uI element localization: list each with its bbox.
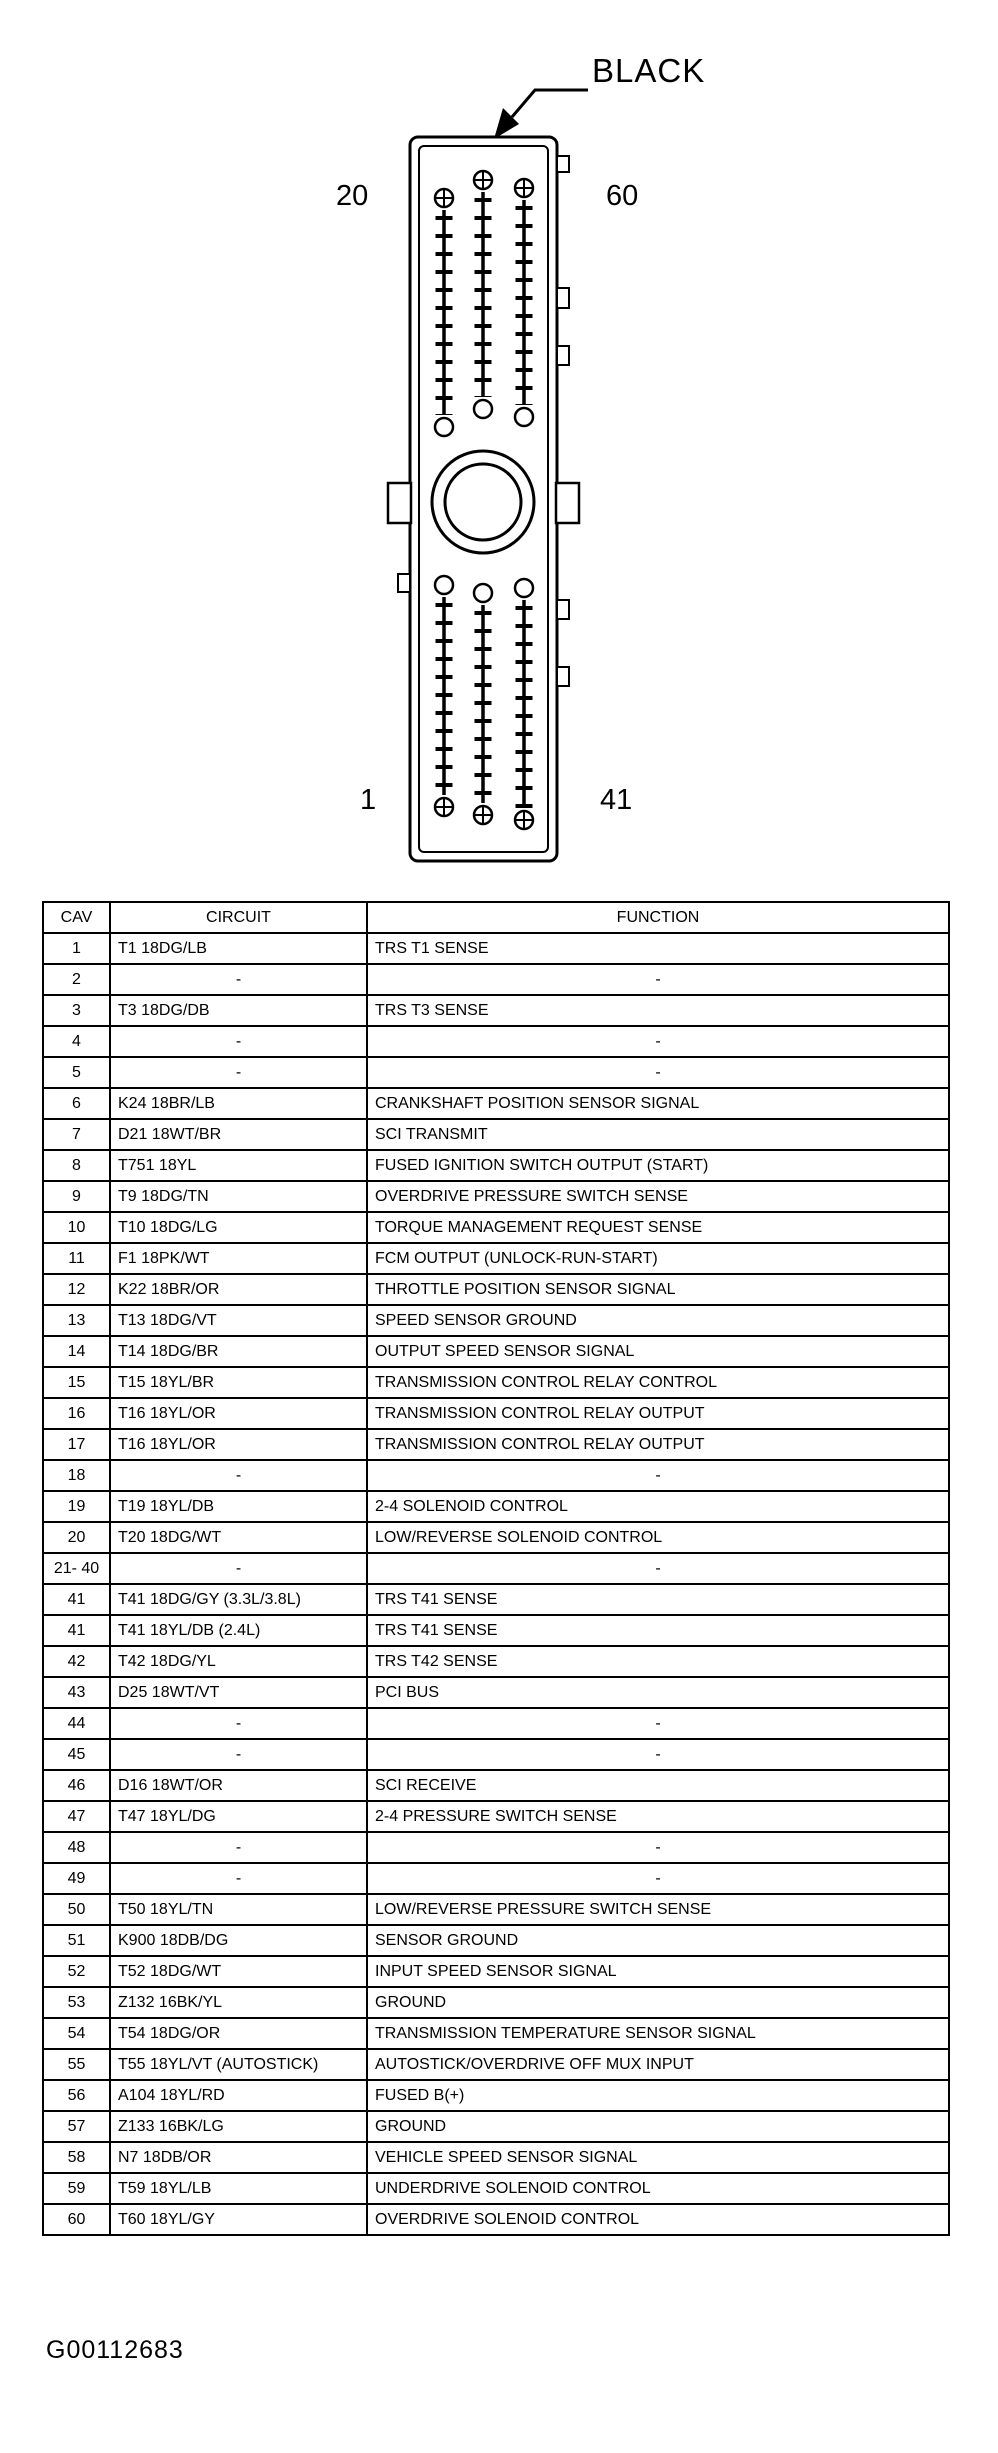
cell-function: - bbox=[367, 1739, 949, 1770]
cell-circuit: T60 18YL/GY bbox=[110, 2204, 367, 2235]
pinout-table bbox=[42, 901, 950, 2236]
cell-function: PCI BUS bbox=[367, 1677, 949, 1708]
table-row bbox=[43, 1956, 949, 1987]
cell-cav: 2 bbox=[43, 964, 110, 995]
cell-cav: 1 bbox=[43, 933, 110, 964]
table-row bbox=[43, 1243, 949, 1274]
cell-function: - bbox=[367, 1553, 949, 1584]
cell-circuit: D21 18WT/BR bbox=[110, 1119, 367, 1150]
cell-circuit: - bbox=[110, 1832, 367, 1863]
cell-cav: 49 bbox=[43, 1863, 110, 1894]
table-row bbox=[43, 1491, 949, 1522]
cell-function: FUSED B(+) bbox=[367, 2080, 949, 2111]
cell-function: INPUT SPEED SENSOR SIGNAL bbox=[367, 1956, 949, 1987]
table-row bbox=[43, 1925, 949, 1956]
table-row bbox=[43, 1522, 949, 1553]
cell-circuit: A104 18YL/RD bbox=[110, 2080, 367, 2111]
cell-circuit: - bbox=[110, 964, 367, 995]
cell-cav: 59 bbox=[43, 2173, 110, 2204]
cell-function: GROUND bbox=[367, 1987, 949, 2018]
header-function: FUNCTION bbox=[367, 902, 949, 933]
cell-circuit: - bbox=[110, 1863, 367, 1894]
cell-function: TRANSMISSION CONTROL RELAY OUTPUT bbox=[367, 1429, 949, 1460]
cell-circuit: T55 18YL/VT (AUTOSTICK) bbox=[110, 2049, 367, 2080]
cell-circuit: F1 18PK/WT bbox=[110, 1243, 367, 1274]
cell-function: - bbox=[367, 1026, 949, 1057]
table-row bbox=[43, 1708, 949, 1739]
cell-function: OVERDRIVE PRESSURE SWITCH SENSE bbox=[367, 1181, 949, 1212]
cell-function: - bbox=[367, 1708, 949, 1739]
cell-cav: 19 bbox=[43, 1491, 110, 1522]
cell-cav: 45 bbox=[43, 1739, 110, 1770]
table-row bbox=[43, 964, 949, 995]
cell-function: LOW/REVERSE SOLENOID CONTROL bbox=[367, 1522, 949, 1553]
cell-function: TRS T41 SENSE bbox=[367, 1615, 949, 1646]
cell-circuit: T41 18DG/GY (3.3L/3.8L) bbox=[110, 1584, 367, 1615]
cell-function: - bbox=[367, 1832, 949, 1863]
cell-function: SCI RECEIVE bbox=[367, 1770, 949, 1801]
table-header-row bbox=[43, 902, 949, 933]
figure-id: G00112683 bbox=[46, 2336, 184, 2364]
cell-circuit: K900 18DB/DG bbox=[110, 1925, 367, 1956]
table-row bbox=[43, 1677, 949, 1708]
table-row bbox=[43, 1429, 949, 1460]
table-row bbox=[43, 2049, 949, 2080]
cell-cav: 20 bbox=[43, 1522, 110, 1553]
table-row bbox=[43, 995, 949, 1026]
cell-function: LOW/REVERSE PRESSURE SWITCH SENSE bbox=[367, 1894, 949, 1925]
cell-circuit: K24 18BR/LB bbox=[110, 1088, 367, 1119]
cell-function: OVERDRIVE SOLENOID CONTROL bbox=[367, 2204, 949, 2235]
cell-cav: 56 bbox=[43, 2080, 110, 2111]
connector-diagram bbox=[330, 40, 650, 870]
table-row bbox=[43, 1305, 949, 1336]
cell-function: SPEED SENSOR GROUND bbox=[367, 1305, 949, 1336]
connector-figure bbox=[0, 0, 998, 890]
table-row bbox=[43, 1553, 949, 1584]
cell-cav: 12 bbox=[43, 1274, 110, 1305]
cell-circuit: T1 18DG/LB bbox=[110, 933, 367, 964]
cell-circuit: - bbox=[110, 1739, 367, 1770]
table-row bbox=[43, 2111, 949, 2142]
cell-function: CRANKSHAFT POSITION SENSOR SIGNAL bbox=[367, 1088, 949, 1119]
cell-function: TRS T41 SENSE bbox=[367, 1584, 949, 1615]
cell-cav: 55 bbox=[43, 2049, 110, 2080]
cell-function: VEHICLE SPEED SENSOR SIGNAL bbox=[367, 2142, 949, 2173]
cell-cav: 10 bbox=[43, 1212, 110, 1243]
cell-function: UNDERDRIVE SOLENOID CONTROL bbox=[367, 2173, 949, 2204]
cell-function: TORQUE MANAGEMENT REQUEST SENSE bbox=[367, 1212, 949, 1243]
cell-circuit: Z132 16BK/YL bbox=[110, 1987, 367, 2018]
cell-cav: 44 bbox=[43, 1708, 110, 1739]
cell-function: TRS T3 SENSE bbox=[367, 995, 949, 1026]
cell-circuit: - bbox=[110, 1708, 367, 1739]
cell-circuit: T59 18YL/LB bbox=[110, 2173, 367, 2204]
cell-circuit: T19 18YL/DB bbox=[110, 1491, 367, 1522]
table-row bbox=[43, 1088, 949, 1119]
cell-circuit: - bbox=[110, 1553, 367, 1584]
cell-circuit: D16 18WT/OR bbox=[110, 1770, 367, 1801]
cell-circuit: T10 18DG/LG bbox=[110, 1212, 367, 1243]
cell-circuit: T50 18YL/TN bbox=[110, 1894, 367, 1925]
cell-circuit: T14 18DG/BR bbox=[110, 1336, 367, 1367]
table-row bbox=[43, 1863, 949, 1894]
table-row bbox=[43, 2204, 949, 2235]
cell-function: TRANSMISSION CONTROL RELAY CONTROL bbox=[367, 1367, 949, 1398]
cell-circuit: T52 18DG/WT bbox=[110, 1956, 367, 1987]
cell-cav: 4 bbox=[43, 1026, 110, 1057]
cell-function: FUSED IGNITION SWITCH OUTPUT (START) bbox=[367, 1150, 949, 1181]
cell-function: - bbox=[367, 1057, 949, 1088]
cell-cav: 7 bbox=[43, 1119, 110, 1150]
cell-cav: 18 bbox=[43, 1460, 110, 1491]
cell-function: 2-4 SOLENOID CONTROL bbox=[367, 1491, 949, 1522]
cell-circuit: D25 18WT/VT bbox=[110, 1677, 367, 1708]
table-row bbox=[43, 1057, 949, 1088]
table-row bbox=[43, 2080, 949, 2111]
table-row bbox=[43, 1119, 949, 1150]
cell-cav: 15 bbox=[43, 1367, 110, 1398]
table-row bbox=[43, 1770, 949, 1801]
cell-cav: 60 bbox=[43, 2204, 110, 2235]
cell-cav: 41 bbox=[43, 1584, 110, 1615]
cell-cav: 43 bbox=[43, 1677, 110, 1708]
cell-circuit: - bbox=[110, 1460, 367, 1491]
cell-circuit: T41 18YL/DB (2.4L) bbox=[110, 1615, 367, 1646]
table-row bbox=[43, 1181, 949, 1212]
cell-circuit: T13 18DG/VT bbox=[110, 1305, 367, 1336]
table-row bbox=[43, 1212, 949, 1243]
cell-cav: 21- 40 bbox=[43, 1553, 110, 1584]
cell-cav: 53 bbox=[43, 1987, 110, 2018]
cell-cav: 13 bbox=[43, 1305, 110, 1336]
cell-cav: 46 bbox=[43, 1770, 110, 1801]
cell-circuit: T15 18YL/BR bbox=[110, 1367, 367, 1398]
cell-cav: 9 bbox=[43, 1181, 110, 1212]
pin-number-top-right: 60 bbox=[606, 180, 639, 212]
table-row bbox=[43, 1460, 949, 1491]
cell-function: AUTOSTICK/OVERDRIVE OFF MUX INPUT bbox=[367, 2049, 949, 2080]
header-cav: CAV bbox=[43, 902, 110, 933]
pin-number-bottom-right: 41 bbox=[600, 784, 633, 816]
cell-circuit: T751 18YL bbox=[110, 1150, 367, 1181]
cell-cav: 8 bbox=[43, 1150, 110, 1181]
table-row bbox=[43, 1367, 949, 1398]
cell-function: THROTTLE POSITION SENSOR SIGNAL bbox=[367, 1274, 949, 1305]
table-row bbox=[43, 2018, 949, 2049]
pin-number-top-left: 20 bbox=[336, 180, 369, 212]
table-row bbox=[43, 933, 949, 964]
center-hole bbox=[432, 451, 534, 553]
cell-circuit: K22 18BR/OR bbox=[110, 1274, 367, 1305]
cell-cav: 3 bbox=[43, 995, 110, 1026]
cell-circuit: - bbox=[110, 1057, 367, 1088]
cell-cav: 5 bbox=[43, 1057, 110, 1088]
table-row bbox=[43, 1832, 949, 1863]
cell-circuit: T54 18DG/OR bbox=[110, 2018, 367, 2049]
table-row bbox=[43, 1615, 949, 1646]
table-row bbox=[43, 1739, 949, 1770]
cell-function: TRS T1 SENSE bbox=[367, 933, 949, 964]
table-row bbox=[43, 1584, 949, 1615]
cell-circuit: Z133 16BK/LG bbox=[110, 2111, 367, 2142]
cell-function: TRS T42 SENSE bbox=[367, 1646, 949, 1677]
cell-cav: 48 bbox=[43, 1832, 110, 1863]
cell-function: TRANSMISSION TEMPERATURE SENSOR SIGNAL bbox=[367, 2018, 949, 2049]
cell-circuit: N7 18DB/OR bbox=[110, 2142, 367, 2173]
cell-cav: 41 bbox=[43, 1615, 110, 1646]
table-row bbox=[43, 1336, 949, 1367]
cell-function: - bbox=[367, 1863, 949, 1894]
cell-circuit: T47 18YL/DG bbox=[110, 1801, 367, 1832]
connector-color-label: BLACK bbox=[592, 52, 706, 89]
cell-circuit: T16 18YL/OR bbox=[110, 1429, 367, 1460]
cell-cav: 47 bbox=[43, 1801, 110, 1832]
table-row bbox=[43, 1398, 949, 1429]
cell-circuit: - bbox=[110, 1026, 367, 1057]
cell-cav: 50 bbox=[43, 1894, 110, 1925]
cell-cav: 42 bbox=[43, 1646, 110, 1677]
table-row bbox=[43, 1801, 949, 1832]
table-row bbox=[43, 1150, 949, 1181]
table-row bbox=[43, 1894, 949, 1925]
cell-cav: 6 bbox=[43, 1088, 110, 1119]
cell-function: OUTPUT SPEED SENSOR SIGNAL bbox=[367, 1336, 949, 1367]
cell-function: - bbox=[367, 964, 949, 995]
cell-function: SENSOR GROUND bbox=[367, 1925, 949, 1956]
table-row bbox=[43, 2142, 949, 2173]
cell-circuit: T20 18DG/WT bbox=[110, 1522, 367, 1553]
cell-function: - bbox=[367, 1460, 949, 1491]
table-row bbox=[43, 1274, 949, 1305]
cell-cav: 11 bbox=[43, 1243, 110, 1274]
cell-cav: 52 bbox=[43, 1956, 110, 1987]
cell-function: GROUND bbox=[367, 2111, 949, 2142]
cell-circuit: T42 18DG/YL bbox=[110, 1646, 367, 1677]
cell-cav: 54 bbox=[43, 2018, 110, 2049]
pin-number-bottom-left: 1 bbox=[360, 784, 377, 816]
cell-circuit: T3 18DG/DB bbox=[110, 995, 367, 1026]
cell-cav: 58 bbox=[43, 2142, 110, 2173]
cell-circuit: T9 18DG/TN bbox=[110, 1181, 367, 1212]
cell-cav: 16 bbox=[43, 1398, 110, 1429]
cell-function: FCM OUTPUT (UNLOCK-RUN-START) bbox=[367, 1243, 949, 1274]
cell-function: TRANSMISSION CONTROL RELAY OUTPUT bbox=[367, 1398, 949, 1429]
cell-cav: 17 bbox=[43, 1429, 110, 1460]
cell-circuit: T16 18YL/OR bbox=[110, 1398, 367, 1429]
cell-function: 2-4 PRESSURE SWITCH SENSE bbox=[367, 1801, 949, 1832]
table-row bbox=[43, 1026, 949, 1057]
callout-arrow-icon bbox=[494, 90, 588, 139]
table-row bbox=[43, 1987, 949, 2018]
cell-cav: 14 bbox=[43, 1336, 110, 1367]
table-row bbox=[43, 1646, 949, 1677]
cell-cav: 51 bbox=[43, 1925, 110, 1956]
table-row bbox=[43, 2173, 949, 2204]
header-circuit: CIRCUIT bbox=[110, 902, 367, 933]
cell-function: SCI TRANSMIT bbox=[367, 1119, 949, 1150]
cell-cav: 57 bbox=[43, 2111, 110, 2142]
